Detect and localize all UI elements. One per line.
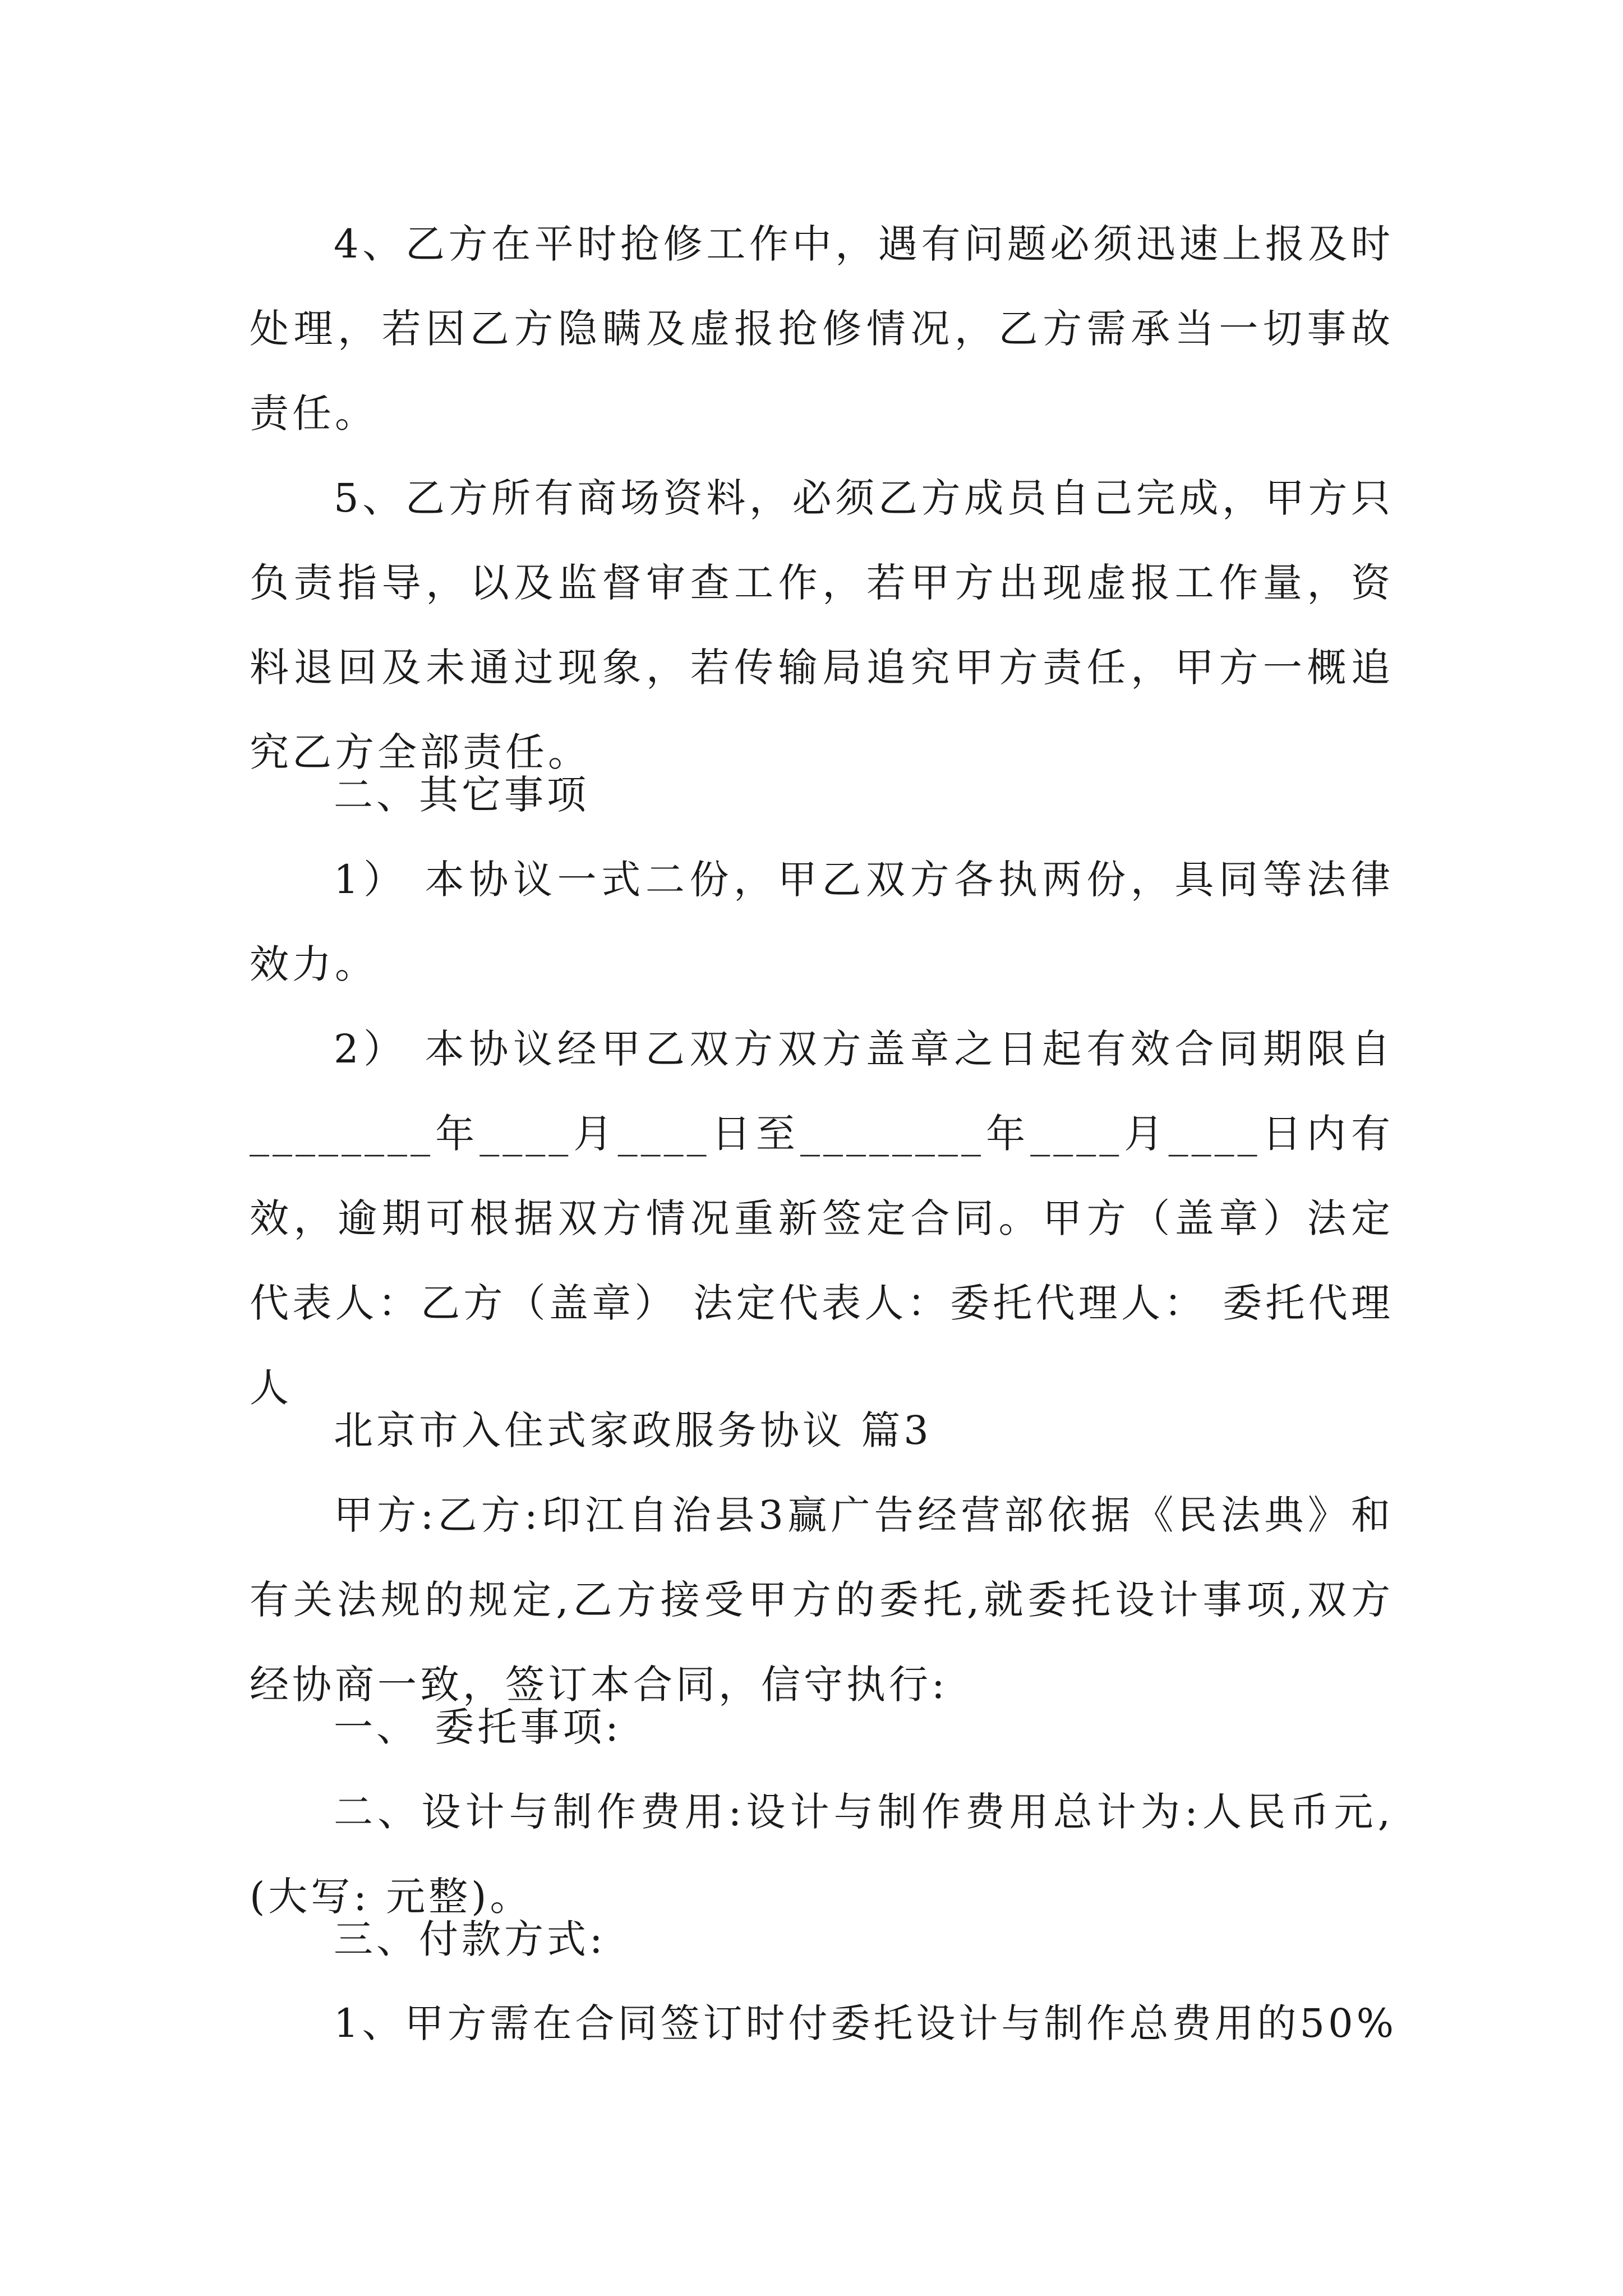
payment-clause-1: 1、甲方需在合同签订时付委托设计与制作总费用的50% — [334, 2000, 1398, 2046]
clause-4-emergency-repair: 4、乙方在平时抢修工作中，遇有问题必须迅速上报及时处理，若因乙方隐瞒及虚报抢修情况，乙方需承当一切事故责任。 — [250, 221, 1394, 436]
parties-preamble: 甲方:乙方:印江自治县3赢广告经营部依据《民法典》和有关法规的规定,乙方接受甲方的委托,就委托设计事项,双方经协商一致，签订本合同，信守执行: — [250, 1492, 1394, 1708]
section-heading-other-matters: 二、其它事项 — [334, 772, 589, 818]
section-heading-payment: 三、付款方式: — [334, 1916, 606, 1962]
section-design-fees: 二、设计与制作费用:设计与制作费用总计为:人民币元,(大写: 元整)。 — [250, 1789, 1394, 1920]
section-heading-entrusted-matters: 一、 委托事项: — [334, 1704, 622, 1750]
clause-5-mall-documents: 5、乙方所有商场资料，必须乙方成员自己完成，甲方只负责指导，以及监督审查工作，若甲方出现虚报工作量，资料退回及未通过现象，若传输局追究甲方责任，甲方一概追究乙方全部责任。 — [250, 475, 1394, 775]
agreement-title-part-3: 北京市入住式家政服务协议 篇3 — [334, 1407, 932, 1453]
clause-copies: 1） 本协议一式二份，甲乙双方各执两份，具同等法律效力。 — [250, 857, 1394, 987]
clause-validity-and-signatures: 2） 本协议经甲乙双方双方盖章之日起有效合同期限自________年____月____日至________年____月____日内有效，逾期可根据双方情况重新签定合同。甲方（盖章）法定代表人：乙方（盖章） 法定代表人：委托代理人： 委托代理人 — [250, 1026, 1394, 1411]
